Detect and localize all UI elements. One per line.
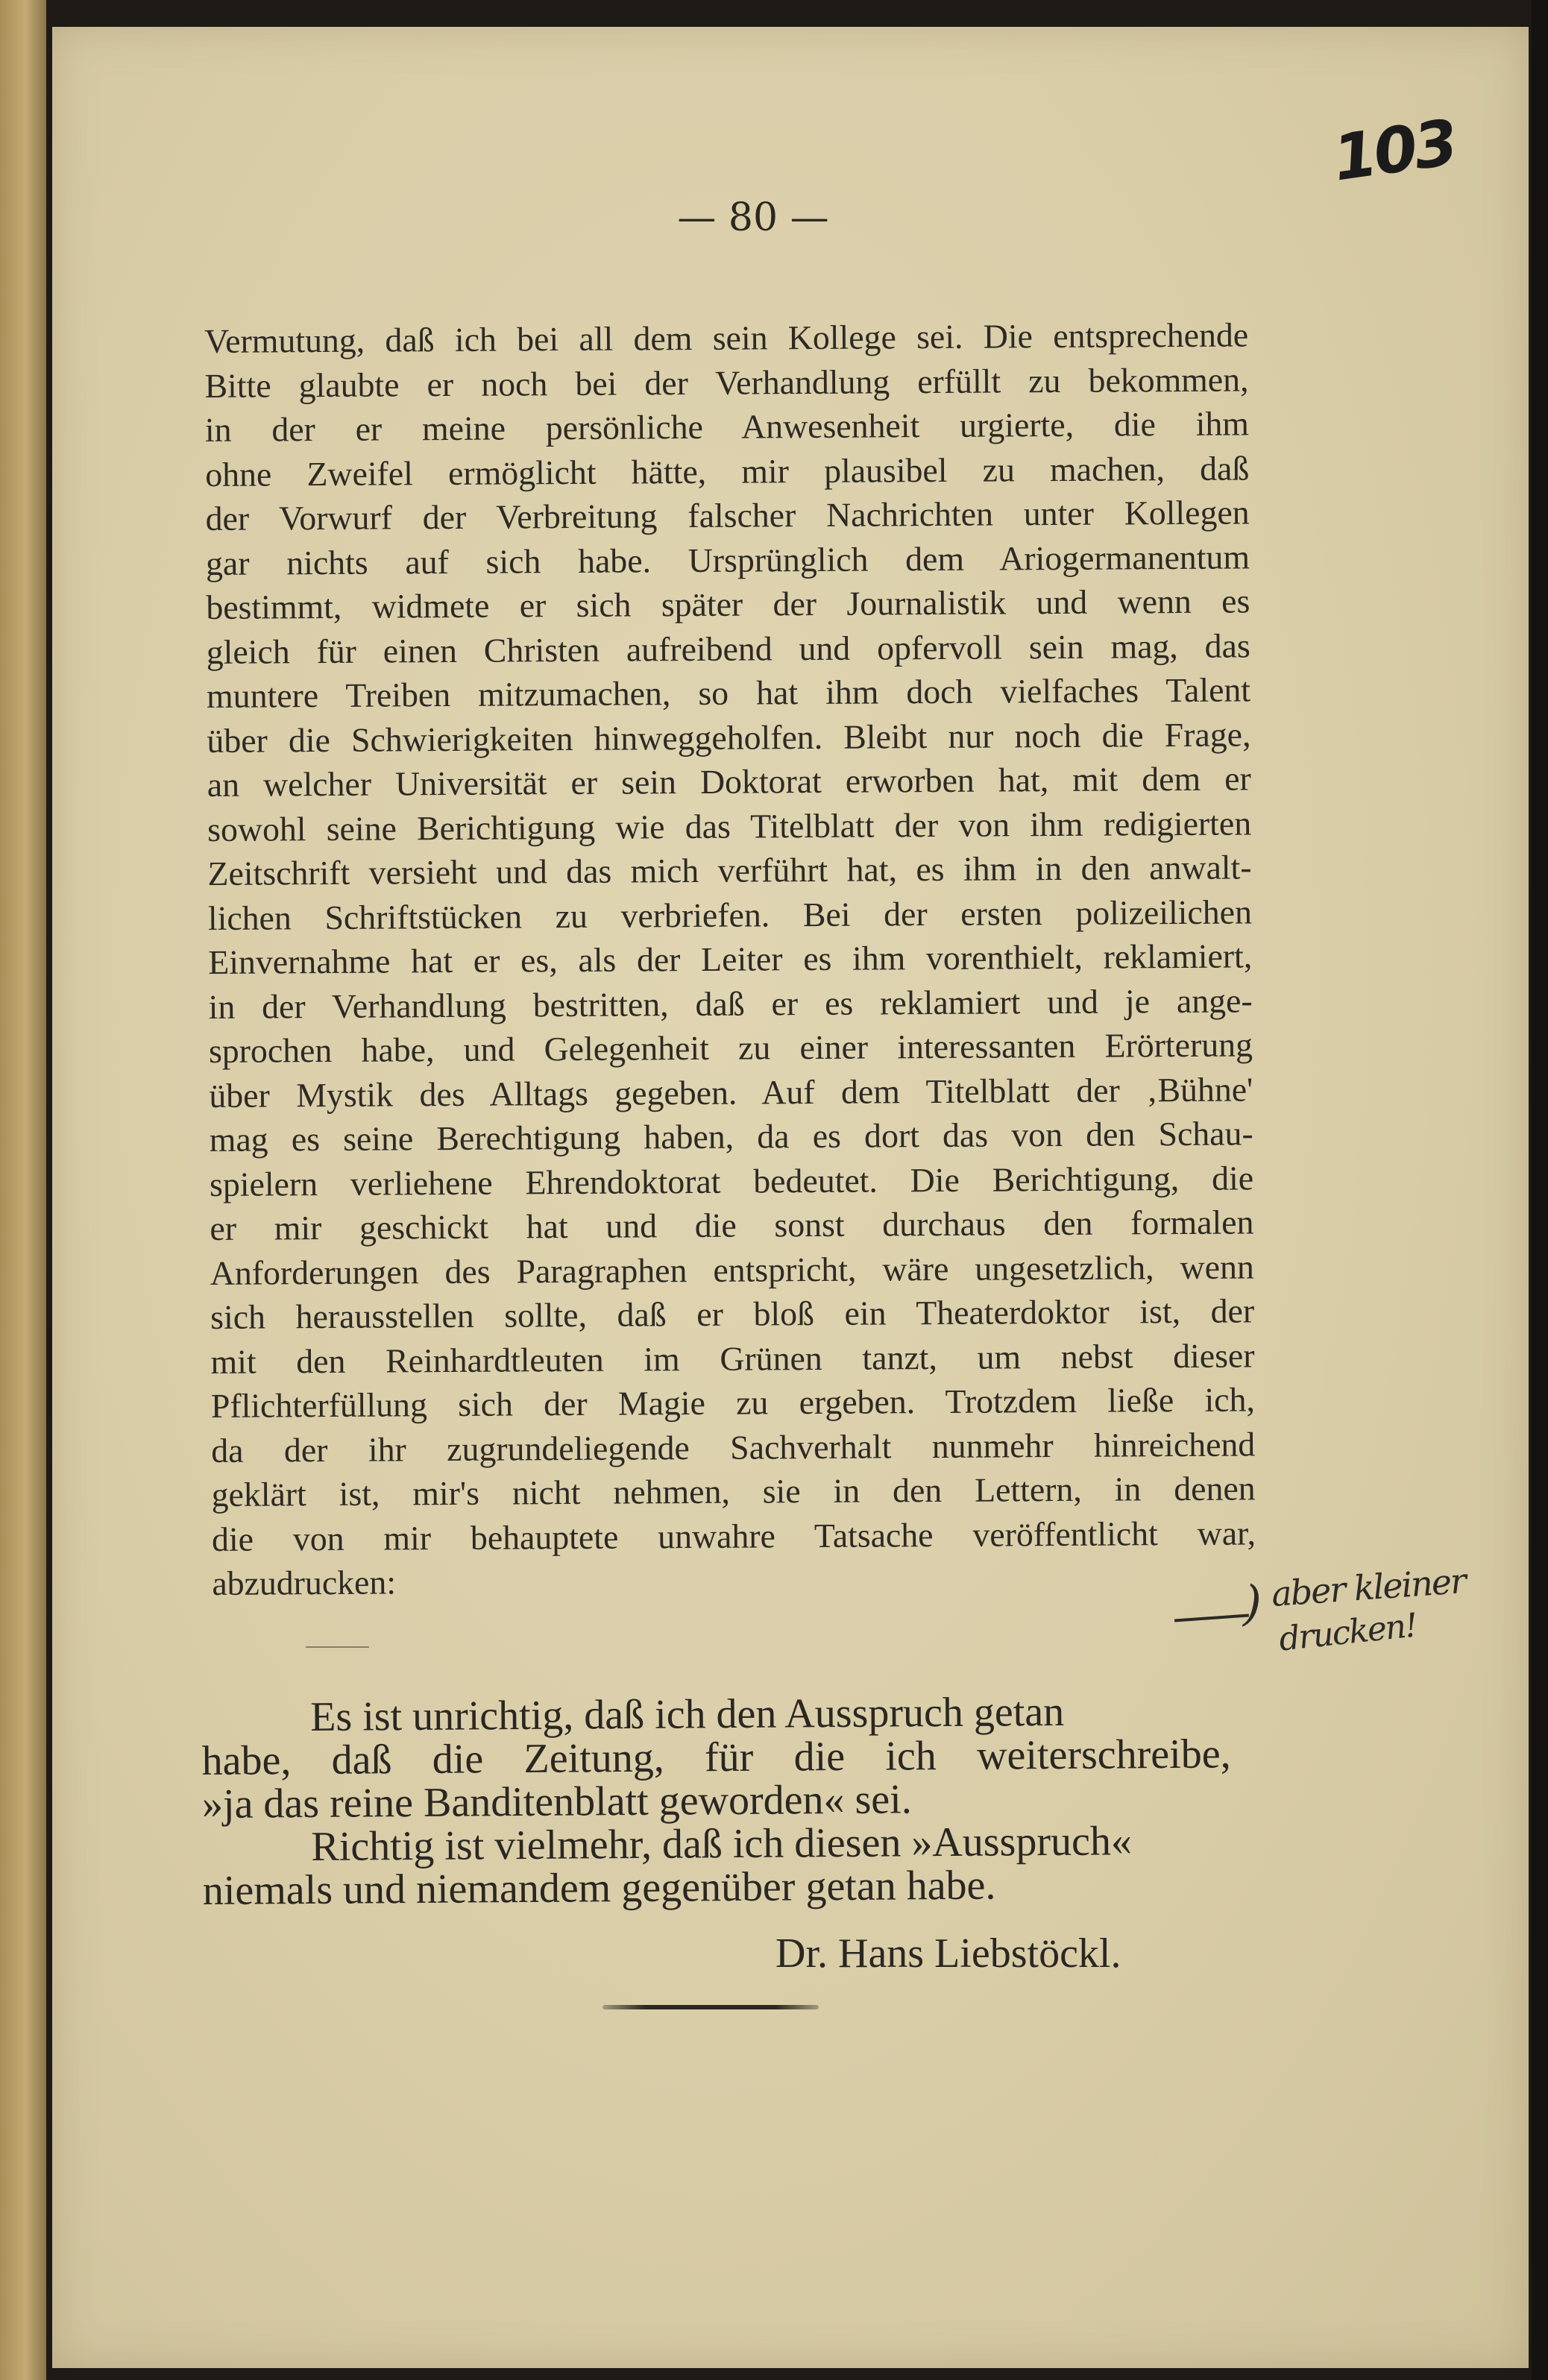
right-page-edge (1532, 0, 1548, 2380)
body-line: in der er meine persönliche Anwesenheit urgierte, die ihm (204, 404, 1250, 449)
body-line: über Mystik des Alltags gegeben. Auf dem Titelblatt der ‚Bühne' (209, 1069, 1253, 1115)
body-line: Zeitschrift versieht und das mich verführt hat, es ihm in den anwalt- (207, 848, 1252, 892)
body-line: mag es seine Berechtigung haben, da es dort das von den Schau- (209, 1114, 1253, 1159)
body-line: Anforderungen des Paragraphen entspricht, wäre ungesetzlich, wenn (210, 1247, 1254, 1292)
body-line: in der Verhandlung bestritten, daß er es reklamiert und je ange- (208, 980, 1253, 1026)
page-number: — 80 — (677, 195, 829, 240)
body-line: gar nichts auf sich habe. Ursprünglich dem Ariogermanentum (205, 537, 1250, 582)
quote-signature: Dr. Hans Liebstöckl. (775, 1930, 1121, 1977)
body-line: an welcher Universität er sein Doktorat erworben hat, mit dem er (207, 759, 1251, 804)
body-line: gleich für einen Christen aufreibend und opfervoll sein mag, das (206, 626, 1250, 671)
body-line: Einvernahme hat er es, als der Leiter es ihm vorenthielt, reklamiert, (208, 936, 1253, 981)
quote-line: Richtig ist vielmehr, daß ich diesen »Ausspruch« (311, 1818, 1133, 1870)
body-line: sprochen habe, und Gelegenheit zu einer interessanten Erörterung (208, 1025, 1253, 1070)
margin-note-line: drucken! (1277, 1606, 1419, 1659)
body-line: sowohl seine Berichtigung wie das Titelblatt der von ihm redigierten (207, 803, 1252, 849)
margin-arrow-line (1174, 1614, 1249, 1622)
body-line: Vermutung, daß ich bei all dem sein Kollege sei. Die entsprechende (204, 315, 1249, 360)
margin-note-line: aber kleiner (1270, 1560, 1467, 1615)
body-line: ohne Zweifel ermöglicht hätte, mir plausibel zu machen, daß (205, 448, 1250, 494)
body-line: lichen Schriftstücken zu verbriefen. Bei der ersten polizeilichen (207, 892, 1253, 937)
body-line: bestimmt, widmete er sich später der Journalistik und wenn es (206, 582, 1250, 626)
body-paragraph (204, 312, 1256, 1605)
quote-line: niemals und niemandem gegenüber getan habe. (202, 1862, 996, 1914)
body-line: über die Schwierigkeiten hinweggeholfen. Bleibt nur noch die Frage, (207, 714, 1251, 760)
body-line: die von mir behauptete unwahre Tatsache veröffentlicht war, (211, 1513, 1256, 1558)
body-line: da der ihr zugrundeliegende Sachverhalt nunmehr hinreichend (211, 1424, 1256, 1470)
left-page-edge (0, 0, 46, 2380)
quote-line: habe, daß die Zeitung, für die ich weiterschreibe, (201, 1731, 1231, 1784)
body-line: geklärt ist, mir's nicht nehmen, sie in den Lettern, in denen (211, 1469, 1256, 1514)
margin-bracket-mark: ) (1243, 1576, 1262, 1631)
body-line: sich herausstellen sollte, daß er bloß ein Theaterdoktor ist, der (210, 1291, 1255, 1336)
handwritten-folio-number: 103 (1328, 105, 1460, 195)
quoted-correction (201, 1689, 1232, 1912)
body-line: spielern verliehene Ehrendoktorat bedeutet. Die Berichtigung, die (209, 1158, 1254, 1203)
body-line: muntere Treiben mitzumachen, so hat ihm doch vielfaches Talent (206, 670, 1251, 715)
body-line: er mir geschickt hat und die sonst durchaus den formalen (210, 1203, 1254, 1247)
body-line: mit den Reinhardtleuten im Grünen tanzt, um nebst dieser (210, 1335, 1255, 1381)
short-separator-rule (306, 1646, 369, 1648)
quote-line: »ja das reine Banditenblatt geworden« sei. (201, 1776, 912, 1828)
body-line: der Vorwurf der Verbreitung falscher Nachrichten unter Kollegen (205, 493, 1250, 538)
quote-line: Es ist unrichtig, daß ich den Ausspruch getan (309, 1688, 1065, 1740)
body-line: abzudrucken: (212, 1563, 397, 1602)
handwritten-margin-note (1174, 1560, 1517, 1669)
end-separator-rule (602, 2005, 819, 2009)
body-line: Pflichterfüllung sich der Magie zu ergeben. Trotzdem ließe ich, (210, 1380, 1256, 1425)
body-line: Bitte glaubte er noch bei der Verhandlung erfüllt zu bekommen, (204, 359, 1249, 405)
